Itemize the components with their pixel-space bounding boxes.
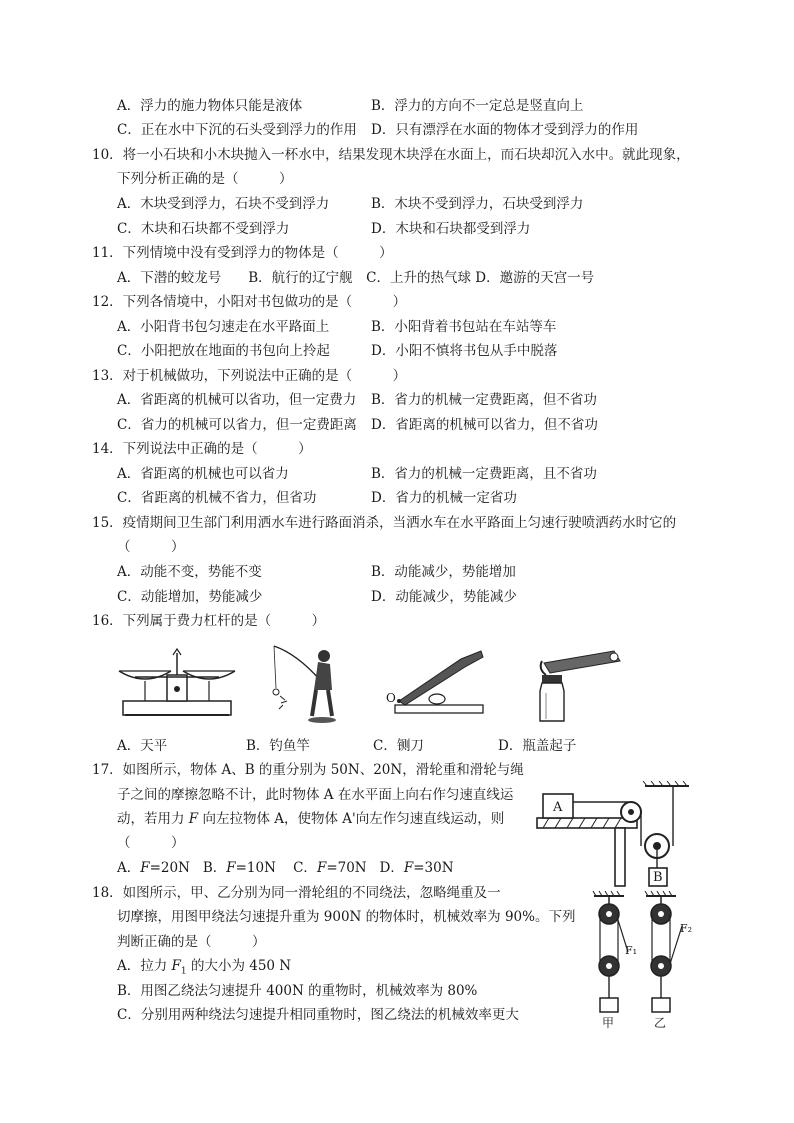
pulley-blocks-figure [588, 890, 698, 1030]
q14-stem: 14．下列说法中正确的是（ ） [92, 441, 312, 457]
q9-option-c: C．正在水中下沉的石头受到浮力的作用 [117, 122, 357, 138]
q10-stem-line2: 下列分析正确的是（ ） [117, 171, 293, 187]
q10-stem-line1: 10．将一小石块和小木块抛入一杯水中，结果发现木块浮在水面上，而石块却沉入水中。就此现象， [92, 147, 690, 163]
q14-option-d: D．省力的机械一定省功 [371, 490, 517, 506]
q13-option-d: D．省距离的机械可以省力，但不省功 [371, 417, 598, 433]
jia-label: 甲 [602, 1016, 615, 1030]
q12-option-a: A．小阳背书包匀速走在水平路面上 [117, 319, 330, 335]
yi-label: 乙 [654, 1016, 667, 1030]
q10-option-d: D．木块和石块都受到浮力 [371, 221, 531, 237]
q15-stem-line2: （ ） [117, 539, 185, 555]
q11-options: A．下潜的蛟龙号 B．航行的辽宁舰 C．上升的热气球 D．邀游的天宫一号 [117, 270, 595, 286]
q9-option-b: B．浮力的方向不一定总是竖直向上 [371, 98, 584, 114]
q17-stem-line1: 17．如图所示，物体 A、B 的重分别为 50N、20N，滑轮重和滑轮与绳 [92, 762, 524, 778]
force-f1-label: F₁ [625, 944, 638, 957]
bottle-opener-figure [528, 643, 628, 723]
fishing-rod-figure [262, 640, 352, 725]
q15-option-c: C．动能增加，势能减少 [117, 589, 263, 605]
q18-option-c: C．分别用两种绕法匀速提升相同重物时，图乙绕法的机械效率更大 [117, 1007, 519, 1023]
q14-option-c: C．省距离的机械不省力，但省功 [117, 490, 317, 506]
q16-option-c: C．铡刀 [373, 738, 424, 754]
q16-stem: 16．下列属于费力杠杆的是（ ） [92, 613, 326, 629]
pulley-system-figure [533, 780, 693, 892]
q10-option-b: B．木块不受到浮力，石块受到浮力 [371, 196, 584, 212]
block-b-label: B [653, 870, 663, 885]
q13-option-b: B．省力的机械一定费距离，但不省功 [371, 392, 597, 408]
q10-option-c: C．木块和石块都不受到浮力 [117, 221, 290, 237]
q18-option-b: B．用图乙绕法匀速提升 400N 的重物时，机械效率为 80% [117, 983, 478, 999]
q15-option-d: D．动能减少，势能减少 [371, 589, 517, 605]
q10-option-a: A．木块受到浮力，石块不受到浮力 [117, 196, 330, 212]
q18-stem-line2: 切摩擦，用图甲绕法匀速提升重为 900N 的物体时，机械效率为 90%。下列 [117, 909, 576, 925]
q14-option-a: A．省距离的机械也可以省力 [117, 466, 289, 482]
block-a-label: A [553, 800, 563, 815]
q13-stem: 13．对于机械做功，下列说法中正确的是（ ） [92, 368, 407, 384]
q16-option-b: B．钓鱼竿 [246, 738, 310, 754]
q13-option-a: A．省距离的机械可以省功，但一定费力 [117, 392, 357, 408]
q12-option-d: D．小阳不慎将书包从手中脱落 [371, 343, 558, 359]
q15-option-a: A．动能不变，势能不变 [117, 564, 262, 580]
q13-option-c: C．省力的机械可以省力，但一定费距离 [117, 417, 357, 433]
q18-stem-line1: 18．如图所示，甲、乙分别为同一滑轮组的不同绕法，忽略绳重及一 [92, 885, 501, 901]
q11-stem: 11．下列情境中没有受到浮力的物体是（ ） [92, 245, 393, 261]
q14-option-b: B．省力的机械一定费距离，且不省功 [371, 466, 597, 482]
q17-stem-line2: 子之间的摩擦忽略不计，此时物体 A 在水平面上向右作匀速直线运 [117, 787, 514, 803]
force-f2-label: F₂ [680, 922, 693, 935]
q17-options: A．F=20N B．F=10N C．F=70N D．F=30N [117, 860, 454, 876]
q12-stem: 12．下列各情境中，小阳对书包做功的是（ ） [92, 294, 407, 310]
fulcrum-label: O [386, 691, 396, 705]
q17-stem-line4: （ ） [117, 835, 185, 851]
q15-option-b: B．动能减少，势能增加 [371, 564, 516, 580]
q12-option-b: B．小阳背着书包站在车站等车 [371, 319, 557, 335]
q12-option-c: C．小阳把放在地面的书包向上拎起 [117, 343, 330, 359]
q9-option-a: A．浮力的施力物体只能是液体 [117, 98, 303, 114]
q18-option-a: A．拉力 $F_1$ 的大小为 450 N [117, 958, 292, 977]
q16-option-d: D．瓶盖起子 [498, 738, 577, 754]
q15-stem-line1: 15．疫情期间卫生部门利用洒水车进行路面消杀，当洒水车在水平路面上匀速行驶喷洒药水时它的 [92, 515, 677, 531]
q17-stem-line3: 动，若用力 F 向左拉物体 A，使物体 A'向左作匀速直线运动，则 [117, 811, 505, 827]
guillotine-cutter-figure [385, 645, 490, 720]
balance-scale-figure [115, 645, 240, 720]
q16-option-a: A．天平 [117, 738, 168, 754]
q9-option-d: D．只有漂浮在水面的物体才受到浮力的作用 [371, 122, 639, 138]
q18-stem-line3: 判断正确的是（ ） [117, 934, 266, 950]
